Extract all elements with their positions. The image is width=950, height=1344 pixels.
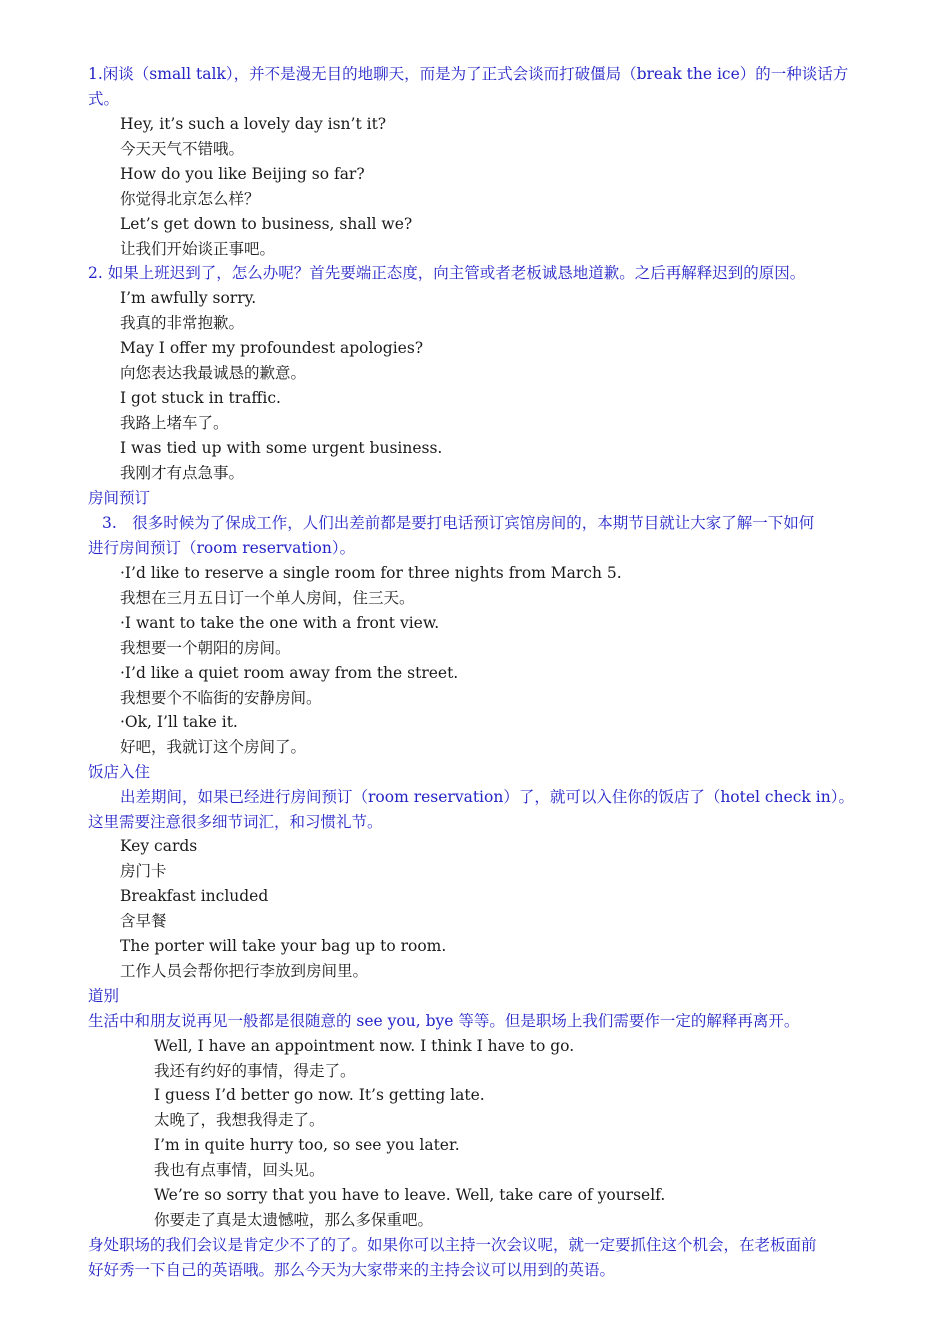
phrase-line: 我想在三月五日订一个单人房间，住三天。: [120, 589, 415, 607]
phrase-line: 我真的非常抱歉。: [120, 314, 245, 332]
phrase-line: ·I’d like to reserve a single room for three nights from March 5.: [120, 564, 622, 582]
closing-paragraph-cont: 好好秀一下自己的英语哦。那么今天为大家带来的主持会议可以用到的英语。: [88, 1261, 616, 1279]
section5-heading: 道别: [88, 987, 120, 1005]
phrase-line: We’re so sorry that you have to leave. Well, take care of yourself.: [154, 1186, 666, 1204]
section3-intro-cont: 进行房间预订（room reservation）。: [88, 539, 356, 557]
phrase-line: 房门卡: [120, 862, 167, 880]
section3-heading: 房间预订: [88, 489, 151, 507]
phrase-line: Key cards: [120, 837, 198, 855]
section1-intro-cont: 式。: [88, 90, 120, 108]
phrase-line: How do you like Beijing so far?: [120, 165, 365, 183]
phrase-line: 我也有点事情，回头见。: [154, 1161, 325, 1179]
phrase-line: I’m in quite hurry too, so see you later.: [154, 1136, 460, 1154]
phrase-line: 我刚才有点急事。: [120, 464, 245, 482]
phrase-line: 好吧，我就订这个房间了。: [120, 738, 307, 756]
section5-intro: 生活中和朋友说再见一般都是很随意的 see you, bye 等等。但是职场上我们需要作一定的解释再离开。: [88, 1012, 800, 1030]
phrase-line: Breakfast included: [120, 887, 269, 905]
phrase-line: 你要走了真是太遗憾啦，那么多保重吧。: [154, 1211, 434, 1229]
phrase-line: 你觉得北京怎么样？: [120, 190, 260, 208]
phrase-line: 太晚了，我想我得走了。: [154, 1111, 325, 1129]
section4-intro-cont: 这里需要注意很多细节词汇，和习惯礼节。: [88, 813, 383, 831]
phrase-line: ·I want to take the one with a front view.: [120, 614, 440, 632]
phrase-line: I’m awfully sorry.: [120, 289, 257, 307]
phrase-line: 我路上堵车了。: [120, 414, 229, 432]
section3-intro: 3. 很多时候为了保成工作，人们出差前都是要打电话预订宾馆房间的，本期节目就让大家了解一下如何: [102, 514, 815, 532]
phrase-line: 向您表达我最诚恳的歉意。: [120, 364, 307, 382]
section2-intro: 2. 如果上班迟到了，怎么办呢？首先要端正态度，向主管或者老板诚恳地道歉。之后再解释迟到的原因。: [88, 264, 806, 282]
section1-intro: 1.闲谈（small talk），并不是漫无目的地聊天，而是为了正式会谈而打破僵局（break the ice）的一种谈话方: [88, 65, 849, 83]
phrase-line: I guess I’d better go now. It’s getting late.: [154, 1086, 485, 1104]
phrase-line: I got stuck in traffic.: [120, 389, 281, 407]
phrase-line: May I offer my profoundest apologies?: [120, 339, 424, 357]
phrase-line: 今天天气不错哦。: [120, 140, 245, 158]
phrase-line: Let’s get down to business, shall we?: [120, 215, 413, 233]
phrase-line: 工作人员会帮你把行李放到房间里。: [120, 962, 369, 980]
phrase-line: 我还有约好的事情，得走了。: [154, 1062, 356, 1080]
phrase-line: 让我们开始谈正事吧。: [120, 240, 276, 258]
phrase-line: The porter will take your bag up to room.: [120, 937, 447, 955]
phrase-line: 含早餐: [120, 912, 167, 930]
phrase-line: 我想要个不临街的安静房间。: [120, 689, 322, 707]
phrase-line: 我想要一个朝阳的房间。: [120, 639, 291, 657]
phrase-line: I was tied up with some urgent business.: [120, 439, 443, 457]
phrase-line: ·Ok, I’ll take it.: [120, 713, 238, 731]
phrase-line: Hey, it’s such a lovely day isn’t it?: [120, 115, 387, 133]
section4-heading: 饭店入住: [88, 763, 151, 781]
section4-intro: 出差期间，如果已经进行房间预订（room reservation）了，就可以入住你的饭店了（hotel check in）。: [120, 788, 854, 806]
phrase-line: ·I’d like a quiet room away from the street.: [120, 664, 459, 682]
closing-paragraph: 身处职场的我们会议是肯定少不了的了。如果你可以主持一次会议呢，就一定要抓住这个机会，在老板面前: [88, 1236, 817, 1254]
phrase-line: Well, I have an appointment now. I think I have to go.: [154, 1037, 575, 1055]
